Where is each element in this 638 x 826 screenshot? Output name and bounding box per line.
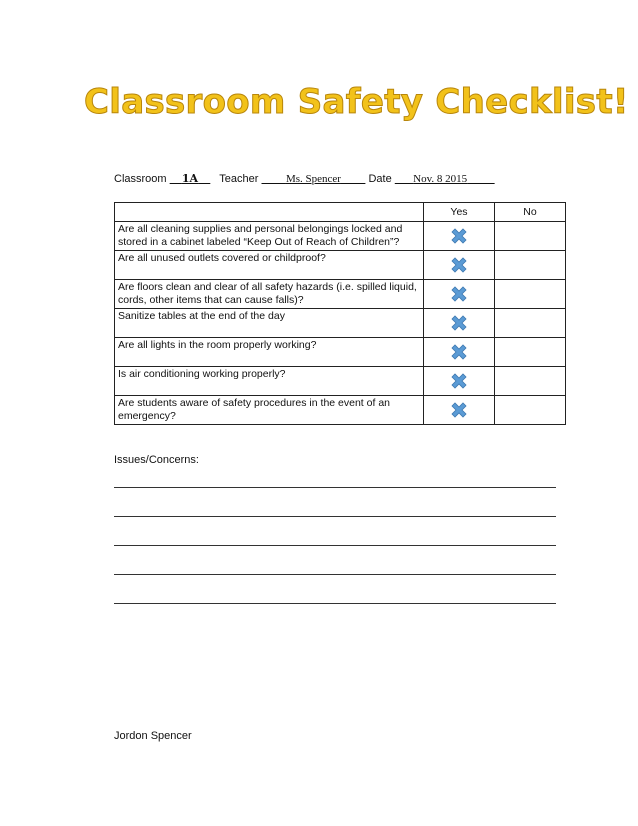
check-x-icon bbox=[449, 255, 469, 275]
classroom-value: 1A bbox=[181, 172, 199, 185]
question-cell: Are all cleaning supplies and personal belongings locked and stored in a cabinet labeled “Keep Out of Reach of Children”? bbox=[115, 222, 424, 251]
issues-label: Issues/Concerns: bbox=[114, 454, 199, 466]
header-fields bbox=[114, 172, 554, 190]
question-cell: Are all unused outlets covered or childproof? bbox=[115, 251, 424, 280]
teacher-label: Teacher bbox=[219, 173, 259, 185]
check-x-icon bbox=[449, 371, 469, 391]
signature: Jordon Spencer bbox=[114, 730, 192, 742]
no-cell bbox=[495, 280, 566, 309]
table-row bbox=[115, 280, 566, 309]
no-cell bbox=[495, 251, 566, 280]
date-value: Nov. 8 2015 bbox=[413, 173, 468, 185]
table-row bbox=[115, 367, 566, 396]
table-row bbox=[115, 251, 566, 280]
classroom-label: Classroom bbox=[114, 173, 167, 185]
issue-line[interactable] bbox=[114, 515, 556, 517]
issue-line[interactable] bbox=[114, 486, 556, 488]
no-cell bbox=[495, 367, 566, 396]
table-row bbox=[115, 309, 566, 338]
question-cell: Are floors clean and clear of all safety hazards (i.e. spilled liquid, cords, other items that can cause falls)? bbox=[115, 280, 424, 309]
table-header-row bbox=[115, 203, 566, 222]
yes-cell bbox=[424, 251, 495, 280]
date-label: Date bbox=[368, 173, 392, 185]
no-cell bbox=[495, 309, 566, 338]
table-row bbox=[115, 396, 566, 425]
check-x-icon bbox=[449, 284, 469, 304]
question-cell: Are students aware of safety procedures in the event of an emergency? bbox=[115, 396, 424, 425]
issue-line[interactable] bbox=[114, 544, 556, 546]
yes-cell bbox=[424, 309, 495, 338]
no-cell bbox=[495, 222, 566, 251]
check-x-icon bbox=[449, 226, 469, 246]
yes-cell bbox=[424, 222, 495, 251]
issue-line[interactable] bbox=[114, 602, 556, 604]
safety-checklist-table bbox=[114, 202, 566, 425]
page-title: Classroom Safety Checklist! bbox=[84, 82, 629, 122]
question-cell: Sanitize tables at the end of the day bbox=[115, 309, 424, 338]
question-cell: Are all lights in the room properly working? bbox=[115, 338, 424, 367]
check-x-icon bbox=[449, 313, 469, 333]
header-no: No bbox=[495, 203, 566, 222]
table-row bbox=[115, 222, 566, 251]
teacher-value: Ms. Spencer bbox=[285, 173, 341, 185]
header-question bbox=[115, 203, 424, 222]
yes-cell bbox=[424, 338, 495, 367]
table-row bbox=[115, 338, 566, 367]
header-yes: Yes bbox=[424, 203, 495, 222]
question-cell: Is air conditioning working properly? bbox=[115, 367, 424, 396]
yes-cell bbox=[424, 367, 495, 396]
check-x-icon bbox=[449, 342, 469, 362]
no-cell bbox=[495, 396, 566, 425]
no-cell bbox=[495, 338, 566, 367]
yes-cell bbox=[424, 280, 495, 309]
yes-cell bbox=[424, 396, 495, 425]
issue-line[interactable] bbox=[114, 573, 556, 575]
check-x-icon bbox=[449, 400, 469, 420]
